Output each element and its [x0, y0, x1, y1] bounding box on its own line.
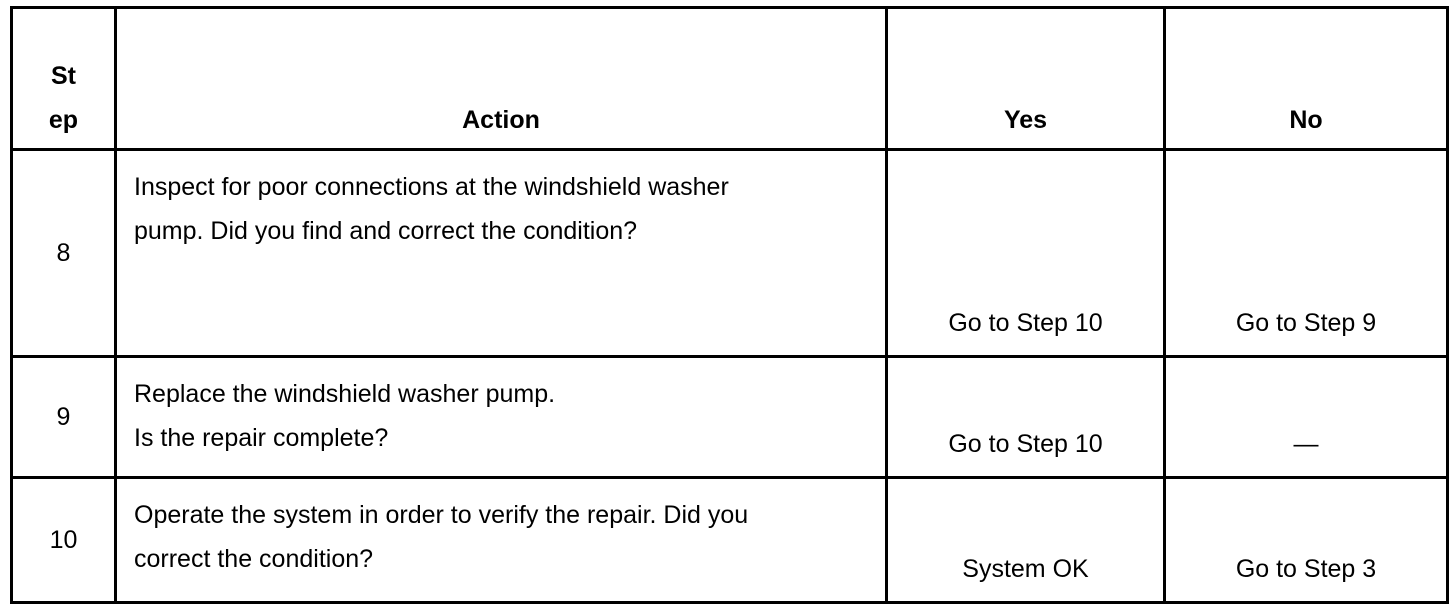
- header-row: [12, 8, 1448, 150]
- yes-result: Go to Step 10: [887, 150, 1165, 357]
- action-text: correct the condition?: [134, 545, 374, 573]
- step-column-header: [12, 8, 116, 150]
- action-cell: [116, 478, 887, 603]
- table-row: [12, 357, 1448, 478]
- yes-result: Go to Step 10: [887, 357, 1165, 478]
- step-header-line1: St: [51, 62, 76, 90]
- table-row: [12, 478, 1448, 603]
- action-cell: [116, 150, 887, 357]
- action-column-header: Action: [116, 8, 887, 150]
- yes-column-header: Yes: [887, 8, 1165, 150]
- no-result: Go to Step 3: [1165, 478, 1448, 603]
- action-text: Inspect for poor connections at the windshield washer: [134, 173, 729, 201]
- action-text: Replace the windshield washer pump.: [134, 380, 556, 408]
- no-column-header: No: [1165, 8, 1448, 150]
- step-number: 8: [12, 150, 116, 357]
- no-result: Go to Step 9: [1165, 150, 1448, 357]
- action-text: Is the repair complete?: [134, 424, 389, 452]
- step-number: 9: [12, 357, 116, 478]
- action-text: Operate the system in order to verify the repair. Did you: [134, 501, 749, 529]
- no-result: —: [1165, 357, 1448, 478]
- step-header-line2: ep: [48, 106, 79, 134]
- table-row: [12, 150, 1448, 357]
- action-text: pump. Did you find and correct the condition?: [134, 217, 638, 245]
- action-cell: [116, 357, 887, 478]
- yes-result: System OK: [887, 478, 1165, 603]
- diagnostic-table: [10, 6, 1449, 604]
- step-number: 10: [12, 478, 116, 603]
